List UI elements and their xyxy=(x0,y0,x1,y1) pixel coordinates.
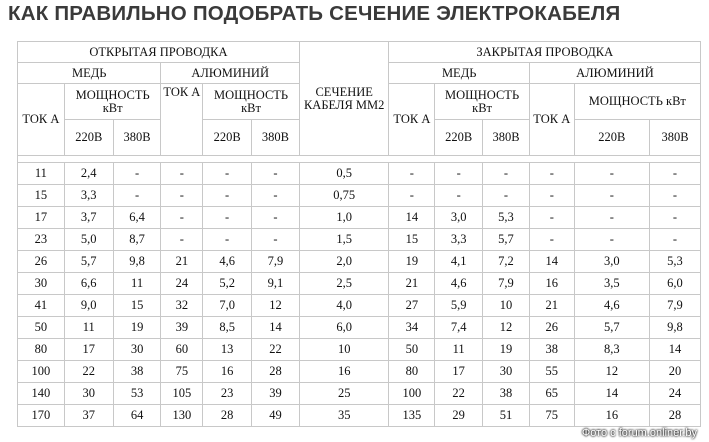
table-cell: - xyxy=(114,163,161,184)
table-cell: 50 xyxy=(18,317,64,338)
table-cell: - xyxy=(650,207,700,228)
table-cell: 7,2 xyxy=(483,251,529,272)
table-cell: 28 xyxy=(203,405,251,426)
table-cell: 5,0 xyxy=(65,229,113,250)
table-cell: 16 xyxy=(300,361,389,382)
table-cell: 5,7 xyxy=(483,229,529,250)
table-cell: 15 xyxy=(114,295,161,316)
table-cell: 34 xyxy=(389,317,434,338)
table-cell: 30 xyxy=(65,383,113,404)
table-cell: 7,9 xyxy=(252,251,299,272)
table-cell: 23 xyxy=(203,383,251,404)
header-open-alu-380: 380В xyxy=(252,120,299,155)
table-cell: 15 xyxy=(18,185,64,206)
table-cell: 65 xyxy=(530,383,574,404)
table-cell: 38 xyxy=(483,383,529,404)
table-cell: - xyxy=(575,229,649,250)
table-cell: 38 xyxy=(114,361,161,382)
header-closed-copper-current: ТОК А xyxy=(389,84,434,155)
header-closed-alu-220: 220В xyxy=(575,120,649,155)
table-cell: 55 xyxy=(530,361,574,382)
table-cell: 5,7 xyxy=(65,251,113,272)
header-closed-copper-380: 380В xyxy=(483,120,529,155)
table-row xyxy=(18,273,700,294)
table-cell: 2,5 xyxy=(300,273,389,294)
table-cell: - xyxy=(252,163,299,184)
table-cell: 17 xyxy=(18,207,64,228)
header-closed-aluminium: АЛЮМИНИЙ xyxy=(530,63,700,83)
table-cell: 5,2 xyxy=(203,273,251,294)
table-cell: - xyxy=(203,229,251,250)
table-cell: 50 xyxy=(389,339,434,360)
table-cell: 80 xyxy=(18,339,64,360)
table-cell: 6,6 xyxy=(65,273,113,294)
table-cell: - xyxy=(252,185,299,206)
header-closed-alu-380: 380В xyxy=(650,120,700,155)
table-cell: 20 xyxy=(650,361,700,382)
table-cell: 11 xyxy=(435,339,482,360)
table-cell: 4,1 xyxy=(435,251,482,272)
table-cell: 30 xyxy=(483,361,529,382)
header-closed-alu-current: ТОК А xyxy=(530,84,574,155)
table-cell: 0,75 xyxy=(300,185,389,206)
table-cell: - xyxy=(389,185,434,206)
table-cell: 3,7 xyxy=(65,207,113,228)
header-closed-copper: МЕДЬ xyxy=(389,63,528,83)
table-cell: - xyxy=(483,185,529,206)
table-cell: 7,0 xyxy=(203,295,251,316)
table-cell: - xyxy=(252,229,299,250)
table-cell: 19 xyxy=(114,317,161,338)
table-cell: 4,6 xyxy=(575,295,649,316)
table-cell: 26 xyxy=(530,317,574,338)
header-open-alu-current: ТОК А xyxy=(161,84,202,155)
table-cell: 12 xyxy=(483,317,529,338)
header-closed-copper-220: 220В xyxy=(435,120,482,155)
table-cell: 2,4 xyxy=(65,163,113,184)
table-cell: 9,8 xyxy=(114,251,161,272)
table-cell: 27 xyxy=(389,295,434,316)
table-cell: 75 xyxy=(161,361,202,382)
table-cell: 9,0 xyxy=(65,295,113,316)
table-row xyxy=(18,383,700,404)
table-cell: 51 xyxy=(483,405,529,426)
table-cell: 32 xyxy=(161,295,202,316)
table-cell: 2,0 xyxy=(300,251,389,272)
header-section: СЕЧЕНИЕ КАБЕЛЯ ММ2 xyxy=(300,42,389,155)
table-cell: 0,5 xyxy=(300,163,389,184)
table-cell: 1,0 xyxy=(300,207,389,228)
header-open-copper-current: ТОК А xyxy=(18,84,64,155)
table-row xyxy=(18,361,700,382)
table-cell: 17 xyxy=(435,361,482,382)
table-cell: 30 xyxy=(114,339,161,360)
table-cell: 19 xyxy=(483,339,529,360)
table-cell: 60 xyxy=(161,339,202,360)
table-cell: - xyxy=(161,185,202,206)
table-cell: 17 xyxy=(65,339,113,360)
table-cell: 14 xyxy=(389,207,434,228)
table-cell: 13 xyxy=(203,339,251,360)
table-cell: 8,5 xyxy=(203,317,251,338)
table-cell: 5,9 xyxy=(435,295,482,316)
table-row xyxy=(18,295,700,316)
table-cell: 49 xyxy=(252,405,299,426)
table-cell: 135 xyxy=(389,405,434,426)
table-cell: - xyxy=(530,229,574,250)
header-open-copper-power: МОЩНОСТЬ кВт xyxy=(65,84,161,119)
table-cell: 3,0 xyxy=(575,251,649,272)
table-cell: - xyxy=(161,229,202,250)
table-cell: - xyxy=(435,185,482,206)
table-cell: 3,0 xyxy=(435,207,482,228)
header-open-aluminium: АЛЮМИНИЙ xyxy=(161,63,298,83)
table-cell: 12 xyxy=(252,295,299,316)
table-cell: 22 xyxy=(252,339,299,360)
table-cell: 39 xyxy=(252,383,299,404)
table-row xyxy=(18,251,700,272)
table-cell: 3,5 xyxy=(575,273,649,294)
table-cell: - xyxy=(650,163,700,184)
header-closed-copper-power: МОЩНОСТЬ кВт xyxy=(435,84,529,119)
table-cell: 24 xyxy=(161,273,202,294)
table-cell: 29 xyxy=(435,405,482,426)
table-cell: 21 xyxy=(161,251,202,272)
table-cell: 11 xyxy=(18,163,64,184)
table-cell: 14 xyxy=(575,383,649,404)
table-cell: 10 xyxy=(483,295,529,316)
table-cell: 170 xyxy=(18,405,64,426)
table-cell: 7,4 xyxy=(435,317,482,338)
table-cell: 10 xyxy=(300,339,389,360)
table-cell: 38 xyxy=(530,339,574,360)
table-cell: 28 xyxy=(252,361,299,382)
table-cell: 100 xyxy=(389,383,434,404)
table-cell: 4,6 xyxy=(435,273,482,294)
table-body xyxy=(18,163,700,426)
table-cell: - xyxy=(435,163,482,184)
table-cell: 21 xyxy=(389,273,434,294)
table-cell: 130 xyxy=(161,405,202,426)
table-cell: 7,9 xyxy=(650,295,700,316)
table-cell: - xyxy=(530,207,574,228)
table-cell: 80 xyxy=(389,361,434,382)
table-cell: 14 xyxy=(252,317,299,338)
table-cell: 25 xyxy=(300,383,389,404)
table-row xyxy=(18,229,700,250)
table-cell: - xyxy=(575,207,649,228)
table-cell: - xyxy=(114,185,161,206)
table-cell: 23 xyxy=(18,229,64,250)
table-cell: 37 xyxy=(65,405,113,426)
table-cell: - xyxy=(161,163,202,184)
table-cell: 24 xyxy=(650,383,700,404)
table-cell: - xyxy=(252,207,299,228)
table-cell: 16 xyxy=(530,273,574,294)
table-cell: 6,4 xyxy=(114,207,161,228)
table-cell: 14 xyxy=(650,339,700,360)
table-cell: 11 xyxy=(114,273,161,294)
table-cell: 5,3 xyxy=(483,207,529,228)
table-cell: - xyxy=(530,185,574,206)
table-cell: 35 xyxy=(300,405,389,426)
table-row xyxy=(18,405,700,426)
table-row xyxy=(18,317,700,338)
header-spacer-row xyxy=(18,156,700,162)
table-cell: 105 xyxy=(161,383,202,404)
table-cell: 11 xyxy=(65,317,113,338)
table-cell: 15 xyxy=(389,229,434,250)
table-row xyxy=(18,339,700,360)
table-row xyxy=(18,207,700,228)
table-cell: 16 xyxy=(575,405,649,426)
table-cell: 22 xyxy=(65,361,113,382)
table-cell: - xyxy=(575,163,649,184)
table-cell: 3,3 xyxy=(435,229,482,250)
table-cell: 75 xyxy=(530,405,574,426)
header-open-copper-220: 220В xyxy=(65,120,113,155)
header-open-wiring: ОТКРЫТАЯ ПРОВОДКА xyxy=(18,42,299,62)
table-cell: 100 xyxy=(18,361,64,382)
table-cell: 4,0 xyxy=(300,295,389,316)
table-cell: 1,5 xyxy=(300,229,389,250)
table-cell: 12 xyxy=(575,361,649,382)
table-cell: 8,7 xyxy=(114,229,161,250)
table-cell: 39 xyxy=(161,317,202,338)
header-open-copper: МЕДЬ xyxy=(18,63,160,83)
table-cell: 6,0 xyxy=(300,317,389,338)
table-cell: 22 xyxy=(435,383,482,404)
table-cell: 26 xyxy=(18,251,64,272)
table-cell: 3,3 xyxy=(65,185,113,206)
table-cell: 140 xyxy=(18,383,64,404)
table-cell: 7,9 xyxy=(483,273,529,294)
watermark: Фото с forum.onliner.by xyxy=(581,427,697,439)
table-cell: 16 xyxy=(203,361,251,382)
table-cell: - xyxy=(575,185,649,206)
table-cell: 21 xyxy=(530,295,574,316)
table-cell: 30 xyxy=(18,273,64,294)
cable-section-table xyxy=(17,41,701,427)
header-closed-alu-power: МОЩНОСТЬ кВт xyxy=(575,84,700,119)
spacer-cell xyxy=(18,156,700,162)
table-cell: 53 xyxy=(114,383,161,404)
table-cell: - xyxy=(203,207,251,228)
table-cell: - xyxy=(203,163,251,184)
table-cell: 14 xyxy=(530,251,574,272)
table-cell: - xyxy=(650,185,700,206)
table-cell: 6,0 xyxy=(650,273,700,294)
table-cell: 9,1 xyxy=(252,273,299,294)
table-cell: - xyxy=(203,185,251,206)
table-cell: 9,8 xyxy=(650,317,700,338)
table-cell: - xyxy=(530,163,574,184)
header-open-alu-power: МОЩНОСТЬ кВт xyxy=(203,84,299,119)
table-cell: - xyxy=(161,207,202,228)
header-closed-wiring: ЗАКРЫТАЯ ПРОВОДКА xyxy=(389,42,700,62)
table-cell: - xyxy=(483,163,529,184)
table-cell: 4,6 xyxy=(203,251,251,272)
table-cell: 19 xyxy=(389,251,434,272)
table-cell: - xyxy=(650,229,700,250)
table-cell: 41 xyxy=(18,295,64,316)
table-row xyxy=(18,163,700,184)
table-cell: 5,7 xyxy=(575,317,649,338)
header-open-alu-220: 220В xyxy=(203,120,251,155)
table-cell: - xyxy=(389,163,434,184)
table-cell: 5,3 xyxy=(650,251,700,272)
table-cell: 28 xyxy=(650,405,700,426)
header-open-copper-380: 380В xyxy=(114,120,161,155)
table-row xyxy=(18,185,700,206)
table-cell: 64 xyxy=(114,405,161,426)
page-title: КАК ПРАВИЛЬНО ПОДОБРАТЬ СЕЧЕНИЕ ЭЛЕКТРОКАБЕЛЯ xyxy=(8,2,621,25)
table-cell: 8,3 xyxy=(575,339,649,360)
